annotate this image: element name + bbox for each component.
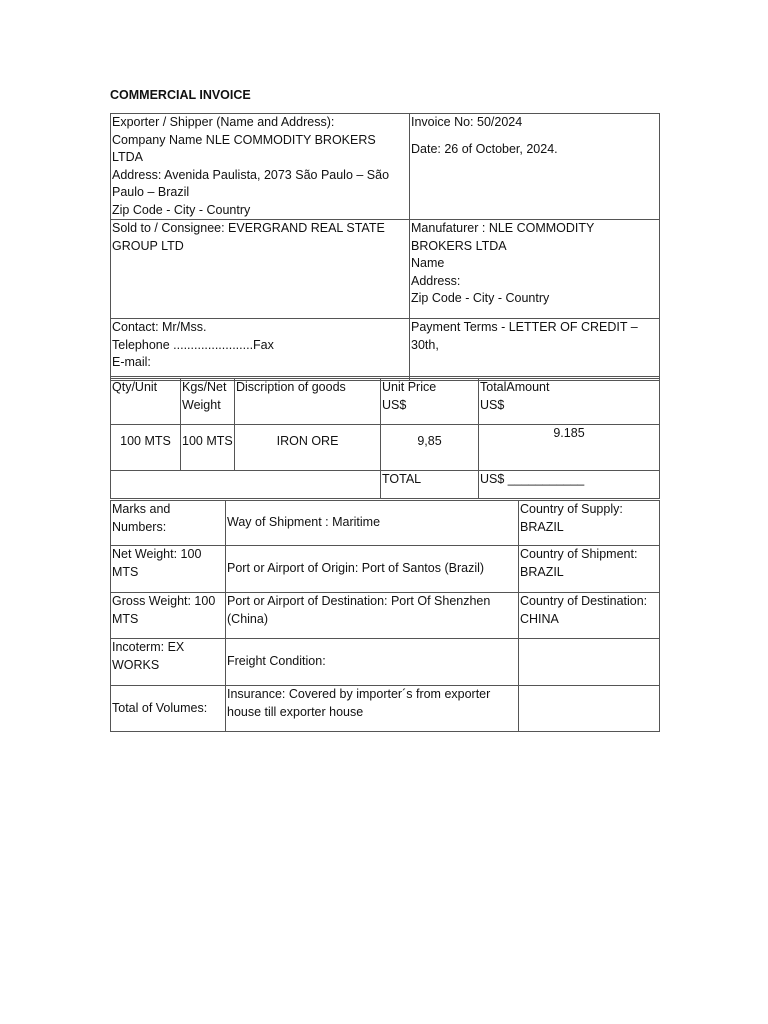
header-weight: Kgs/Net Weight	[181, 378, 235, 425]
goods-table	[110, 376, 660, 499]
exporter-cell	[111, 114, 410, 220]
table-row	[111, 686, 660, 732]
marks-numbers: Marks and Numbers:	[111, 500, 226, 546]
freight-condition: Freight Condition:	[226, 639, 519, 686]
port-of-origin: Port or Airport of Origin: Port of Santos (Brazil)	[226, 546, 519, 593]
total-of-volumes: Total of Volumes:	[111, 686, 226, 732]
exporter-heading: Exporter / Shipper (Name and Address):	[112, 115, 335, 129]
country-of-shipment: Country of Shipment: BRAZIL	[519, 546, 660, 593]
contact-email: E-mail:	[112, 355, 151, 369]
header-description: Discription of goods	[235, 378, 381, 425]
invoice-cell	[410, 114, 660, 220]
row-unit-price: 9,85	[381, 425, 479, 471]
row-weight: 100 MTS	[181, 425, 235, 471]
header-unit-price: Unit Price US$	[381, 378, 479, 425]
manufacturer-zip: Zip Code - City - Country	[411, 291, 550, 305]
manufacturer-address: Address:	[411, 273, 461, 288]
insurance-right-empty	[519, 686, 660, 732]
invoice-date: Date: 26 of October, 2024.	[411, 141, 558, 156]
row-description: IRON ORE	[235, 425, 381, 471]
contact-telephone: Telephone .......................Fax	[112, 337, 274, 352]
payment-terms: Payment Terms - LETTER OF CREDIT – 30th,	[411, 320, 638, 352]
way-of-shipment: Way of Shipment : Maritime	[226, 500, 519, 546]
table-row	[111, 593, 660, 639]
table-row	[111, 500, 660, 546]
contact-cell	[111, 319, 410, 381]
port-of-destination: Port or Airport of Destination: Port Of Shenzhen (China)	[226, 593, 519, 639]
manufacturer-heading: Manufaturer : NLE COMMODITY BROKERS LTDA	[411, 221, 595, 253]
payment-cell	[410, 319, 660, 381]
table-row	[111, 546, 660, 593]
table-row	[111, 425, 660, 471]
total-label: TOTAL	[381, 471, 479, 499]
parties-table	[110, 113, 660, 381]
gross-weight: Gross Weight: 100 MTS	[111, 593, 226, 639]
header-qty: Qty/Unit	[111, 378, 181, 425]
table-row	[111, 639, 660, 686]
net-weight: Net Weight: 100 MTS	[111, 546, 226, 593]
country-of-destination: Country of Destination: CHINA	[519, 593, 660, 639]
total-spacer	[111, 471, 381, 499]
exporter-address: Address: Avenida Paulista, 2073 São Paulo – São Paulo – Brazil	[112, 167, 390, 199]
contact-name: Contact: Mr/Mss.	[112, 320, 207, 334]
row-total-amount: 9.185	[479, 425, 660, 471]
shipment-table	[110, 498, 660, 732]
invoice-number: Invoice No: 50/2024	[411, 115, 523, 129]
page-title: COMMERCIAL INVOICE	[110, 88, 251, 102]
exporter-zip: Zip Code - City - Country	[112, 202, 251, 217]
incoterm: Incoterm: EX WORKS	[111, 639, 226, 686]
exporter-company: Company Name NLE COMMODITY BROKERS LTDA	[112, 132, 376, 164]
consignee-text: Sold to / Consignee: EVERGRAND REAL STATE GROUP LTD	[112, 221, 385, 253]
insurance: Insurance: Covered by importer´s from exporter house till exporter house	[226, 686, 519, 732]
country-of-supply: Country of Supply: BRAZIL	[519, 500, 660, 546]
manufacturer-cell	[410, 220, 660, 319]
row-qty: 100 MTS	[111, 425, 181, 471]
consignee-cell	[111, 220, 410, 319]
manufacturer-name: Name	[411, 256, 445, 270]
header-total-amount: TotalAmount US$	[479, 378, 660, 425]
freight-right-empty	[519, 639, 660, 686]
total-value: US$ ___________	[479, 471, 660, 499]
